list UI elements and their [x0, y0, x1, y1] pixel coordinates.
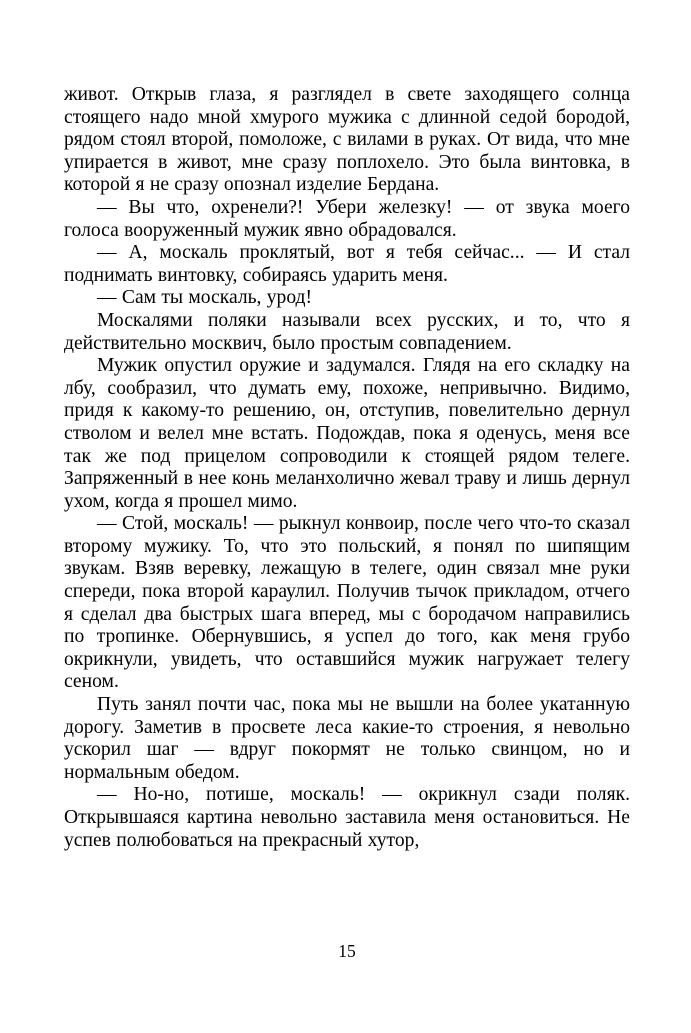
paragraph: — А, москаль проклятый, вот я тебя сейчас... — И стал поднимать винтовку, собираясь ударить меня.: [64, 242, 630, 286]
paragraph: — Вы что, охренели?! Убери железку! — от звука моего голоса вооруженный мужик явно обрадовался.: [64, 196, 630, 241]
paragraph: — Но-но, потише, москаль! — окрикнул сзади поляк. Открывшаяся картина невольно заставила меня остановиться. Не успев полюбоваться на прекрасный хутор,: [64, 784, 630, 851]
paragraph: Москалями поляки называли всех русских, и то, что я действительно москвич, было простым совпадением.: [64, 309, 630, 354]
paragraph: живот. Открыв глаза, я разглядел в свете заходящего солнца стоящего надо мной хмурого мужика с длинной седой бородой, рядом стоял второй, помоложе, с вилами в руках. От вида, что мне упирается в живот, мне сразу поплохело. Это была винтовка, в которой я не сразу опознал изделие Бердана.: [64, 84, 630, 196]
page-number: 15: [338, 941, 356, 961]
paragraph: Путь занял почти час, пока мы не вышли на более укатанную дорогу. Заметив в просвете леса какие-то строения, я невольно ускорил шаг — вдруг покормят не только свинцом, но и нормальным обедом.: [64, 694, 630, 783]
paragraph: — Стой, москаль! — рыкнул конвоир, после чего что-то сказал второму мужику. То, что это польский, я понял по шипящим звукам. Взяв веревку, лежащую в телеге, один связал мне руки спереди, пока второй караулил. Получив тычок прикладом, отчего я сделал два быстрых шага вперед, мы с бородачом направились по тропинке. Обернувшись, я успел до того, как меня грубо окрикнули, увидеть, что оставшийся мужик нагружает телегу сеном.: [64, 513, 630, 693]
text-block: [64, 84, 630, 852]
paragraph: Мужик опустил оружие и задумался. Глядя на его складку на лбу, сообразил, что думать ему, похоже, непривычно. Видимо, придя к какому-то решению, он, отступив, повелительно дернул стволом и велел мне встать. Подождав, пока я оденусь, меня все так же под прицелом сопроводили к стоящей рядом телеге. Запряженный в нее конь меланхолично жевал траву и лишь дернул ухом, когда я прошел мимо.: [64, 355, 630, 512]
paragraph: — Сам ты москаль, урод!: [97, 287, 313, 309]
